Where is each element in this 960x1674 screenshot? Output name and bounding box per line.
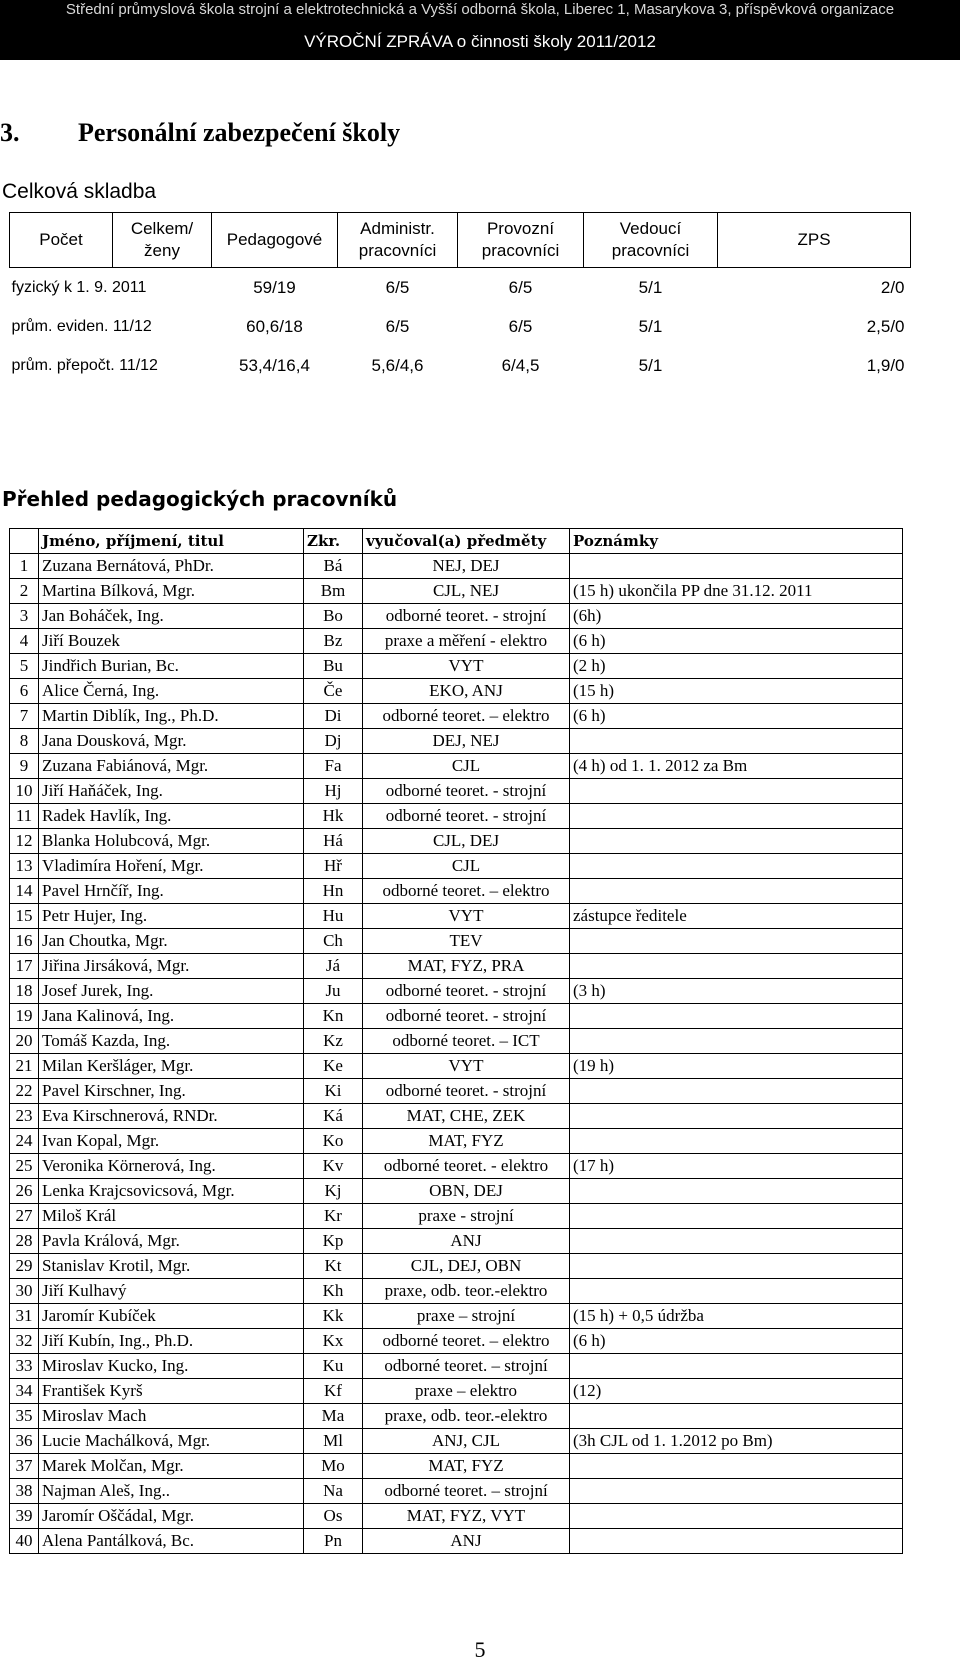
staff-name: Lenka Krajcsovicsová, Mgr. <box>39 1179 304 1204</box>
staff-name: Marek Molčan, Mgr. <box>39 1454 304 1479</box>
table-row <box>10 729 903 754</box>
staff-subjects: praxe – strojní <box>363 1304 570 1329</box>
row-number: 15 <box>10 904 39 929</box>
staff-notes: (2 h) <box>570 654 903 679</box>
staff-notes <box>570 1454 903 1479</box>
row-number: 29 <box>10 1254 39 1279</box>
staff-name: Pavel Hrnčíř, Ing. <box>39 879 304 904</box>
staff-subjects: CJL, DEJ, OBN <box>363 1254 570 1279</box>
staff-notes: (15 h) + 0,5 údržba <box>570 1304 903 1329</box>
composition-cell: 6/5 <box>385 277 410 297</box>
staff-name: Milan Keršláger, Mgr. <box>39 1054 304 1079</box>
row-number: 32 <box>10 1329 39 1354</box>
staff-name: Jan Boháček, Ing. <box>39 604 304 629</box>
composition-cell: 6/5 <box>508 316 533 336</box>
staff-abbreviation: Há <box>304 829 363 854</box>
composition-row-label: prům. eviden. 11/12 <box>11 317 152 335</box>
section-heading <box>0 118 400 148</box>
table-row <box>10 1454 903 1479</box>
staff-abbreviation: Bm <box>304 579 363 604</box>
staff-abbreviation: Kn <box>304 1004 363 1029</box>
row-number: 38 <box>10 1479 39 1504</box>
staff-name: Jiří Kulhavý <box>39 1279 304 1304</box>
staff-notes: (6h) <box>570 604 903 629</box>
table-row <box>10 654 903 679</box>
staff-name: František Kyrš <box>39 1379 304 1404</box>
staff-name: Veronika Körnerová, Ing. <box>39 1154 304 1179</box>
staff-subjects: praxe, odb. teor.-elektro <box>363 1279 570 1304</box>
staff-subjects: CJL <box>363 754 570 779</box>
staff-notes: (6 h) <box>570 704 903 729</box>
staff-name: Petr Hujer, Ing. <box>39 904 304 929</box>
staff-abbreviation: Hř <box>304 854 363 879</box>
table-row <box>10 1179 903 1204</box>
staff-notes: (15 h) ukončila PP dne 31.12. 2011 <box>570 579 903 604</box>
row-number: 13 <box>10 854 39 879</box>
table-row <box>10 954 903 979</box>
table-row <box>10 1254 903 1279</box>
table-row <box>10 579 903 604</box>
staff-name: Stanislav Krotil, Mgr. <box>39 1254 304 1279</box>
staff-abbreviation: Bá <box>304 554 363 579</box>
staff-subjects: odborné teoret. - strojní <box>363 1004 570 1029</box>
table-row <box>10 1079 903 1104</box>
row-number: 9 <box>10 754 39 779</box>
staff-abbreviation: Mo <box>304 1454 363 1479</box>
staff-subjects: DEJ, NEJ <box>363 729 570 754</box>
staff-subjects: MAT, FYZ, VYT <box>363 1504 570 1529</box>
table-row <box>10 1004 903 1029</box>
staff-name: Jiří Kubín, Ing., Ph.D. <box>39 1329 304 1354</box>
composition-cell: 6/4,5 <box>501 355 540 375</box>
staff-table <box>9 528 903 1554</box>
table-row <box>10 604 903 629</box>
staff-abbreviation: Bz <box>304 629 363 654</box>
row-number: 36 <box>10 1429 39 1454</box>
staff-subjects: ANJ <box>363 1229 570 1254</box>
staff-abbreviation: Ki <box>304 1079 363 1104</box>
table-row <box>10 1029 903 1054</box>
staff-abbreviation: Hn <box>304 879 363 904</box>
staff-name: Blanka Holubcová, Mgr. <box>39 829 304 854</box>
staff-abbreviation: Kr <box>304 1204 363 1229</box>
row-number: 16 <box>10 929 39 954</box>
table-row <box>10 754 903 779</box>
staff-notes <box>570 1229 903 1254</box>
staff-subjects: MAT, FYZ <box>363 1454 570 1479</box>
staff-subjects: VYT <box>363 904 570 929</box>
staff-abbreviation: Kx <box>304 1329 363 1354</box>
staff-name: Pavel Kirschner, Ing. <box>39 1079 304 1104</box>
table-row <box>10 829 903 854</box>
table-row <box>10 1129 903 1154</box>
staff-abbreviation: Bo <box>304 604 363 629</box>
table-row <box>10 1229 903 1254</box>
staff-name: Josef Jurek, Ing. <box>39 979 304 1004</box>
staff-abbreviation: Fa <box>304 754 363 779</box>
table-row <box>10 779 903 804</box>
composition-row <box>10 268 911 308</box>
staff-subjects: CJL, NEJ <box>363 579 570 604</box>
staff-notes: (12) <box>570 1379 903 1404</box>
staff-title: Přehled pedagogických pracovníků <box>2 487 398 511</box>
document-header <box>0 0 960 60</box>
staff-name: Alice Černá, Ing. <box>39 679 304 704</box>
table-row <box>10 629 903 654</box>
staff-abbreviation: Bu <box>304 654 363 679</box>
staff-subjects: praxe, odb. teor.-elektro <box>363 1404 570 1429</box>
composition-cell: 5/1 <box>638 355 663 375</box>
staff-abbreviation: Kp <box>304 1229 363 1254</box>
row-number: 3 <box>10 604 39 629</box>
staff-subjects: NEJ, DEJ <box>363 554 570 579</box>
staff-name: Jindřich Burian, Bc. <box>39 654 304 679</box>
staff-name: Tomáš Kazda, Ing. <box>39 1029 304 1054</box>
staff-abbreviation: Já <box>304 954 363 979</box>
composition-header-cell: Pedagogové <box>212 213 338 268</box>
staff-abbreviation: Kk <box>304 1304 363 1329</box>
staff-subjects: praxe - strojní <box>363 1204 570 1229</box>
composition-row <box>10 346 911 385</box>
staff-notes <box>570 1104 903 1129</box>
table-row <box>10 1354 903 1379</box>
table-row <box>10 1279 903 1304</box>
staff-name: Alena Pantálková, Bc. <box>39 1529 304 1554</box>
staff-abbreviation: Ku <box>304 1354 363 1379</box>
row-number: 20 <box>10 1029 39 1054</box>
staff-abbreviation: Ma <box>304 1404 363 1429</box>
staff-subjects: ANJ <box>363 1529 570 1554</box>
staff-notes <box>570 954 903 979</box>
row-number: 2 <box>10 579 39 604</box>
staff-notes <box>570 1404 903 1429</box>
row-number: 11 <box>10 804 39 829</box>
composition-header-cell: ZPS <box>718 213 911 268</box>
staff-subjects: odborné teoret. - strojní <box>363 804 570 829</box>
staff-notes: (3h CJL od 1. 1.2012 po Bm) <box>570 1429 903 1454</box>
composition-header-row <box>10 213 911 268</box>
staff-name: Vladimíra Hoření, Mgr. <box>39 854 304 879</box>
row-number: 24 <box>10 1129 39 1154</box>
section-number: 3. <box>0 118 20 147</box>
staff-name: Jaromír Oščádal, Mgr. <box>39 1504 304 1529</box>
staff-subjects: MAT, FYZ <box>363 1129 570 1154</box>
staff-abbreviation: Os <box>304 1504 363 1529</box>
staff-name: Zuzana Fabiánová, Mgr. <box>39 754 304 779</box>
row-number: 17 <box>10 954 39 979</box>
staff-subjects: odborné teoret. - strojní <box>363 779 570 804</box>
table-row <box>10 704 903 729</box>
row-number: 33 <box>10 1354 39 1379</box>
staff-abbreviation: Ju <box>304 979 363 1004</box>
row-number: 37 <box>10 1454 39 1479</box>
staff-subjects: MAT, CHE, ZEK <box>363 1104 570 1129</box>
staff-abbreviation: Pn <box>304 1529 363 1554</box>
staff-name: Lucie Machálková, Mgr. <box>39 1429 304 1454</box>
staff-header-cell: Zkr. <box>304 529 363 554</box>
composition-cell: 5/1 <box>638 316 663 336</box>
table-row <box>10 1529 903 1554</box>
composition-row <box>10 307 911 346</box>
staff-abbreviation: Kv <box>304 1154 363 1179</box>
staff-notes <box>570 1129 903 1154</box>
staff-notes <box>570 729 903 754</box>
staff-subjects: MAT, FYZ, PRA <box>363 954 570 979</box>
staff-name: Martin Diblík, Ing., Ph.D. <box>39 704 304 729</box>
staff-notes <box>570 1254 903 1279</box>
staff-name: Zuzana Bernátová, PhDr. <box>39 554 304 579</box>
composition-header-cell: Vedoucí pracovníci <box>584 213 718 268</box>
table-row <box>10 979 903 1004</box>
page-number: 5 <box>474 1637 486 1662</box>
staff-header-row <box>10 529 903 554</box>
staff-subjects: odborné teoret. - strojní <box>363 979 570 1004</box>
staff-name: Jaromír Kubíček <box>39 1304 304 1329</box>
staff-name: Miroslav Kucko, Ing. <box>39 1354 304 1379</box>
staff-header-cell: Poznámky <box>570 529 903 554</box>
row-number: 4 <box>10 629 39 654</box>
row-number: 25 <box>10 1154 39 1179</box>
staff-name: Jiří Haňáček, Ing. <box>39 779 304 804</box>
table-row <box>10 1154 903 1179</box>
staff-notes <box>570 1179 903 1204</box>
staff-notes: (15 h) <box>570 679 903 704</box>
staff-subjects: odborné teoret. – elektro <box>363 1329 570 1354</box>
row-number: 7 <box>10 704 39 729</box>
staff-subjects: VYT <box>363 1054 570 1079</box>
staff-subjects: praxe – elektro <box>363 1379 570 1404</box>
staff-name: Jana Dousková, Mgr. <box>39 729 304 754</box>
table-row <box>10 804 903 829</box>
staff-notes <box>570 929 903 954</box>
staff-abbreviation: Ch <box>304 929 363 954</box>
row-number: 18 <box>10 979 39 1004</box>
staff-abbreviation: Kh <box>304 1279 363 1304</box>
row-number: 26 <box>10 1179 39 1204</box>
row-number: 5 <box>10 654 39 679</box>
table-row <box>10 929 903 954</box>
staff-subjects: ANJ, CJL <box>363 1429 570 1454</box>
staff-abbreviation: Di <box>304 704 363 729</box>
staff-notes <box>570 1029 903 1054</box>
composition-cell: 6/5 <box>385 316 410 336</box>
school-name: Střední průmyslová škola strojní a elektrotechnická a Vyšší odborná škola, Liberec 1, Masarykova 3, příspěvková organizace <box>65 1 895 18</box>
staff-notes: (6 h) <box>570 1329 903 1354</box>
staff-name: Najman Aleš, Ing.. <box>39 1479 304 1504</box>
staff-notes <box>570 1354 903 1379</box>
table-row <box>10 679 903 704</box>
staff-subjects: odborné teoret. – elektro <box>363 704 570 729</box>
composition-cell: 59/19 <box>253 277 296 297</box>
staff-name: Eva Kirschnerová, RNDr. <box>39 1104 304 1129</box>
staff-notes <box>570 779 903 804</box>
composition-cell: 5/1 <box>638 277 663 297</box>
staff-abbreviation: Ke <box>304 1054 363 1079</box>
staff-header-cell <box>10 529 39 554</box>
staff-name: Ivan Kopal, Mgr. <box>39 1129 304 1154</box>
staff-notes <box>570 1004 903 1029</box>
staff-subjects: odborné teoret. - strojní <box>363 1079 570 1104</box>
row-number: 14 <box>10 879 39 904</box>
row-number: 12 <box>10 829 39 854</box>
section-title: Personální zabezpečení školy <box>78 118 401 147</box>
table-row <box>10 1054 903 1079</box>
staff-notes <box>570 554 903 579</box>
staff-notes <box>570 1504 903 1529</box>
row-number: 8 <box>10 729 39 754</box>
staff-abbreviation: Kj <box>304 1179 363 1204</box>
staff-notes <box>570 829 903 854</box>
staff-notes <box>570 804 903 829</box>
staff-abbreviation: Dj <box>304 729 363 754</box>
row-number: 40 <box>10 1529 39 1554</box>
table-row <box>10 1479 903 1504</box>
row-number: 39 <box>10 1504 39 1529</box>
staff-name: Martina Bílková, Mgr. <box>39 579 304 604</box>
staff-name: Jiřina Jirsáková, Mgr. <box>39 954 304 979</box>
composition-cell: 6/5 <box>508 277 533 297</box>
composition-cell: 1,9/0 <box>866 355 905 375</box>
staff-subjects: EKO, ANJ <box>363 679 570 704</box>
composition-header-cell: Provozní pracovníci <box>458 213 584 268</box>
staff-name: Jan Choutka, Mgr. <box>39 929 304 954</box>
composition-header-cell: Počet <box>10 213 113 268</box>
staff-abbreviation: Ko <box>304 1129 363 1154</box>
row-number: 31 <box>10 1304 39 1329</box>
staff-subjects: odborné teoret. – strojní <box>363 1479 570 1504</box>
staff-notes: (19 h) <box>570 1054 903 1079</box>
staff-name: Miroslav Mach <box>39 1404 304 1429</box>
staff-notes: zástupce ředitele <box>570 904 903 929</box>
table-row <box>10 1504 903 1529</box>
staff-notes: (4 h) od 1. 1. 2012 za Bm <box>570 754 903 779</box>
table-row <box>10 1204 903 1229</box>
staff-name: Miloš Král <box>39 1204 304 1229</box>
staff-name: Jiří Bouzek <box>39 629 304 654</box>
table-row <box>10 1429 903 1454</box>
row-number: 23 <box>10 1104 39 1129</box>
staff-subjects: odborné teoret. – strojní <box>363 1354 570 1379</box>
staff-abbreviation: Kf <box>304 1379 363 1404</box>
table-row <box>10 554 903 579</box>
row-number: 30 <box>10 1279 39 1304</box>
staff-subjects: OBN, DEJ <box>363 1179 570 1204</box>
staff-table-body <box>10 554 903 1554</box>
row-number: 6 <box>10 679 39 704</box>
table-row <box>10 854 903 879</box>
staff-notes <box>570 879 903 904</box>
row-number: 22 <box>10 1079 39 1104</box>
staff-subjects: odborné teoret. – elektro <box>363 879 570 904</box>
staff-subjects: odborné teoret. – ICT <box>363 1029 570 1054</box>
composition-title: Celková skladba <box>2 180 157 203</box>
staff-abbreviation: Če <box>304 679 363 704</box>
composition-cell: 5,6/4,6 <box>371 355 424 375</box>
table-row <box>10 879 903 904</box>
composition-cell: 2,5/0 <box>866 316 905 336</box>
staff-name: Radek Havlík, Ing. <box>39 804 304 829</box>
staff-notes <box>570 1279 903 1304</box>
staff-abbreviation: Ká <box>304 1104 363 1129</box>
staff-subjects: TEV <box>363 929 570 954</box>
row-number: 21 <box>10 1054 39 1079</box>
table-row <box>10 1304 903 1329</box>
row-number: 1 <box>10 554 39 579</box>
table-row <box>10 1329 903 1354</box>
staff-subjects: odborné teoret. - strojní <box>363 604 570 629</box>
staff-subjects: VYT <box>363 654 570 679</box>
staff-notes <box>570 1079 903 1104</box>
row-number: 34 <box>10 1379 39 1404</box>
staff-notes: (6 h) <box>570 629 903 654</box>
composition-row-label: prům. přepočt. 11/12 <box>11 356 158 374</box>
staff-abbreviation: Ml <box>304 1429 363 1454</box>
staff-subjects: CJL <box>363 854 570 879</box>
composition-header-cell: Administr. pracovníci <box>338 213 458 268</box>
table-row <box>10 1104 903 1129</box>
row-number: 28 <box>10 1229 39 1254</box>
composition-cell: 53,4/16,4 <box>239 355 310 375</box>
staff-notes <box>570 1479 903 1504</box>
staff-subjects: praxe a měření - elektro <box>363 629 570 654</box>
composition-cell: 2/0 <box>880 277 905 297</box>
staff-notes <box>570 854 903 879</box>
table-row <box>10 1379 903 1404</box>
table-row <box>10 904 903 929</box>
staff-abbreviation: Hu <box>304 904 363 929</box>
table-row <box>10 1404 903 1429</box>
staff-abbreviation: Kz <box>304 1029 363 1054</box>
staff-subjects: odborné teoret. - elektro <box>363 1154 570 1179</box>
row-number: 19 <box>10 1004 39 1029</box>
composition-header-cell: Celkem/ ženy <box>113 213 212 268</box>
row-number: 27 <box>10 1204 39 1229</box>
staff-abbreviation: Hk <box>304 804 363 829</box>
composition-table <box>9 212 911 385</box>
staff-name: Jana Kalinová, Ing. <box>39 1004 304 1029</box>
staff-abbreviation: Kt <box>304 1254 363 1279</box>
staff-abbreviation: Na <box>304 1479 363 1504</box>
staff-notes <box>570 1204 903 1229</box>
staff-notes: (3 h) <box>570 979 903 1004</box>
staff-notes <box>570 1529 903 1554</box>
report-title: VÝROČNÍ ZPRÁVA o činnosti školy 2011/2012 <box>304 32 656 51</box>
row-number: 35 <box>10 1404 39 1429</box>
composition-cell: 60,6/18 <box>246 316 303 336</box>
staff-name: Pavla Králová, Mgr. <box>39 1229 304 1254</box>
staff-subjects: CJL, DEJ <box>363 829 570 854</box>
staff-header-cell: vyučoval(a) předměty <box>363 529 570 554</box>
staff-header-cell: Jméno, příjmení, titul <box>39 529 304 554</box>
composition-row-label: fyzický k 1. 9. 2011 <box>11 278 147 296</box>
row-number: 10 <box>10 779 39 804</box>
staff-notes: (17 h) <box>570 1154 903 1179</box>
staff-abbreviation: Hj <box>304 779 363 804</box>
